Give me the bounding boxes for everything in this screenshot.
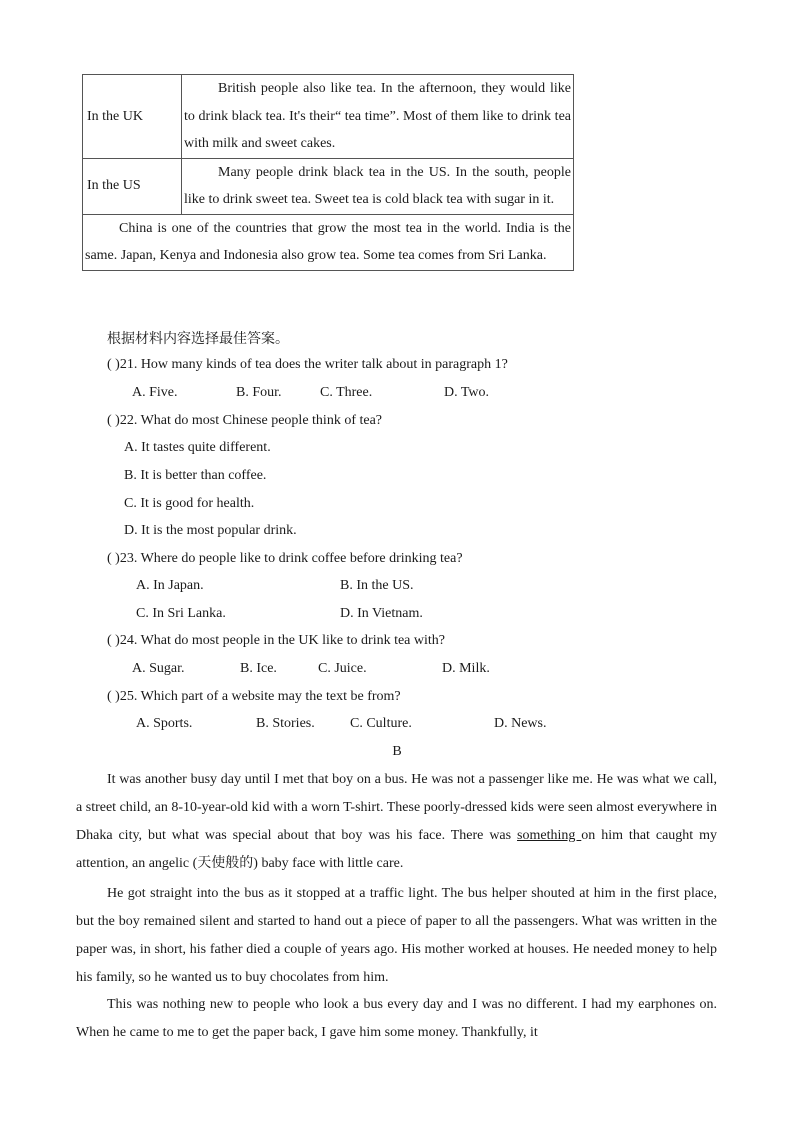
paragraph-text: on him that caught my attention, an angelic (天使般的) baby face with little care. xyxy=(76,827,717,871)
answer-option: B. It is better than coffee. xyxy=(124,468,267,483)
region-cell: In the US xyxy=(83,158,182,214)
answer-option: B. Four. xyxy=(236,385,282,400)
answer-option: A. Five. xyxy=(132,385,178,400)
question-stem: ( )25. Which part of a website may the text be from? xyxy=(107,689,401,704)
answer-option: D. In Vietnam. xyxy=(340,606,423,621)
passage-paragraph: This was nothing new to people who look a bus every day and I was no different. I had my earphones on. When he came to me to get the paper back, I gave him some money. Thankfully, it xyxy=(76,997,717,1040)
question-stem: ( )24. What do most people in the UK like to drink tea with? xyxy=(107,633,446,648)
answer-option: B. In the US. xyxy=(340,578,414,593)
answer-option: A. It tastes quite different. xyxy=(124,440,271,455)
tea-info-table xyxy=(82,74,574,271)
region-cell: In the UK xyxy=(83,75,182,159)
question-stem: ( )21. How many kinds of tea does the writer talk about in paragraph 1? xyxy=(107,357,508,372)
answer-option: D. News. xyxy=(494,716,547,731)
paragraph-text: It was another busy day until I met that boy on a bus. He was not a passenger like me. He was what we call, a street child, an 8-10-year-old kid with a worn T-shirt. These poorly-dressed kids were seen almost everywhere in Dhaka city, but what was special about that boy was his face. There was xyxy=(76,772,717,843)
answer-option: C. Culture. xyxy=(350,716,412,731)
answer-option: A. Sugar. xyxy=(132,661,185,676)
answer-option: C. Three. xyxy=(320,385,373,400)
answer-option: A. In Japan. xyxy=(136,578,204,593)
table-row xyxy=(83,158,574,214)
answer-option: C. It is good for health. xyxy=(124,496,255,511)
answer-option: D. Two. xyxy=(444,385,490,400)
answer-option: C. Juice. xyxy=(318,661,367,676)
table-row xyxy=(83,75,574,159)
answer-option: B. Ice. xyxy=(240,661,277,676)
region-description: British people also like tea. In the afternoon, they would like to drink black tea. It's their“ tea time”. Most of them like to drink tea with milk and sweet cakes. xyxy=(182,75,574,159)
answer-option: C. In Sri Lanka. xyxy=(136,606,226,621)
table-row xyxy=(83,214,574,270)
answer-option: D. Milk. xyxy=(442,661,490,676)
instruction-text: 根据材料内容选择最佳答案。 xyxy=(107,331,289,347)
table-footer-note: China is one of the countries that grow the most tea in the world. India is the same. Japan, Kenya and Indonesia also grow tea. Some tea comes from Sri Lanka. xyxy=(83,214,574,270)
passage-paragraph: He got straight into the bus as it stopped at a traffic light. The bus helper shouted at him in the first place, but the boy remained silent and started to hand out a piece of paper to all the passengers. What was written in the paper was, in short, his father died a couple of years ago. His mother worked at houses. He needed money to help his family, so he wanted us to buy chocolates from him. xyxy=(76,886,717,985)
section-heading: B xyxy=(392,744,402,759)
answer-option: D. It is the most popular drink. xyxy=(124,523,297,538)
passage-paragraph xyxy=(76,766,717,878)
answer-option: B. Stories. xyxy=(256,716,315,731)
question-stem: ( )23. Where do people like to drink coffee before drinking tea? xyxy=(107,551,463,566)
region-description: Many people drink black tea in the US. In the south, people like to drink sweet tea. Sweet tea is cold black tea with sugar in it. xyxy=(182,158,574,214)
question-stem: ( )22. What do most Chinese people think of tea? xyxy=(107,413,383,428)
underlined-word: something xyxy=(517,827,582,843)
answer-option: A. Sports. xyxy=(136,716,193,731)
